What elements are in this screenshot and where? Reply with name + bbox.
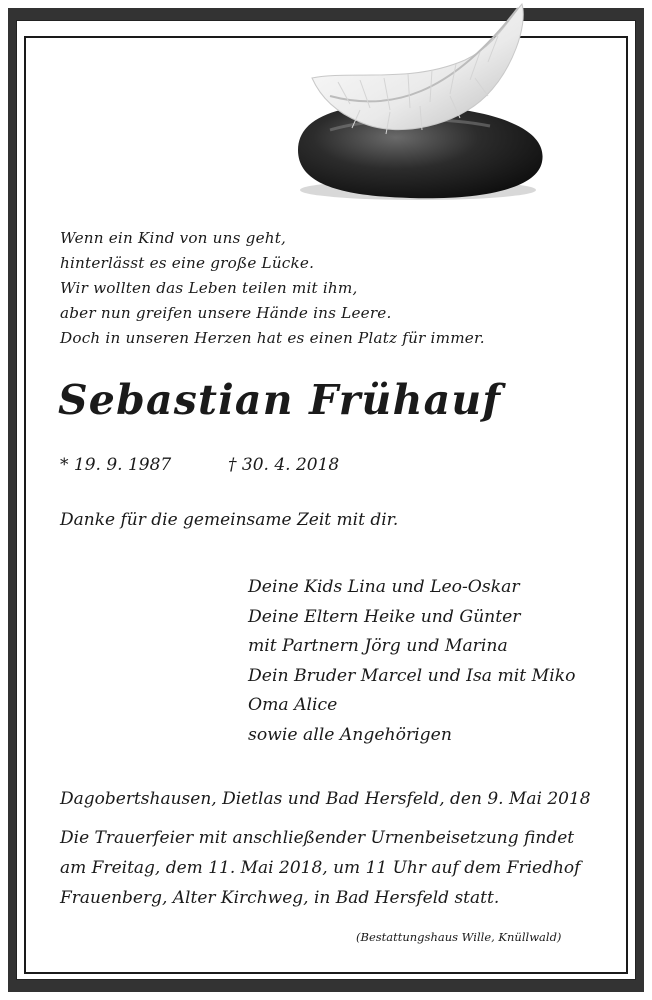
family-line: Oma Alice [248,695,338,715]
family-line: Dein Bruder Marcel und Isa mit Miko [248,665,576,686]
poem-line: hinterlässt es eine große Lücke. [60,254,315,272]
family-line: sowie alle Angehörigen [248,724,452,745]
family-signatures [248,573,576,750]
poem-line: Doch in unseren Herzen hat es einen Platz für immer. [60,329,485,347]
family-line: Deine Eltern Heike und Günter [248,606,521,627]
ceremony-line: Die Trauerfeier mit anschließender Urnenbeisetzung findet [60,828,575,848]
ceremony-info [60,823,580,913]
ceremony-line: Frauenberg, Alter Kirchweg, in Bad Hersfeld statt. [60,888,500,908]
place-date: Dagobertshausen, Dietlas und Bad Hersfeld, den 9. Mai 2018 [60,789,591,809]
ceremony-line: am Freitag, dem 11. Mai 2018, um 11 Uhr auf dem Friedhof [60,858,581,878]
poem-line: Wir wollten das Leben teilen mit ihm, [60,279,358,297]
thanks-line: Danke für die gemeinsame Zeit mit dir. [60,510,399,530]
poem-line: Wenn ein Kind von uns geht, [60,229,287,247]
death-date: † 30. 4. 2018 [228,455,340,475]
poem-line: aber nun greifen unsere Hände ins Leere. [60,304,392,322]
family-line: mit Partnern Jörg und Marina [248,636,508,656]
birth-date: * 19. 9. 1987 [60,455,172,475]
family-line: Deine Kids Lina und Leo-Oskar [248,577,520,597]
deceased-name: Sebastian Frühauf [58,376,502,424]
poem [60,226,485,351]
funeral-home-credit: (Bestattungshaus Wille, Knüllwald) [356,930,562,944]
feather-on-stone-icon [290,0,560,205]
